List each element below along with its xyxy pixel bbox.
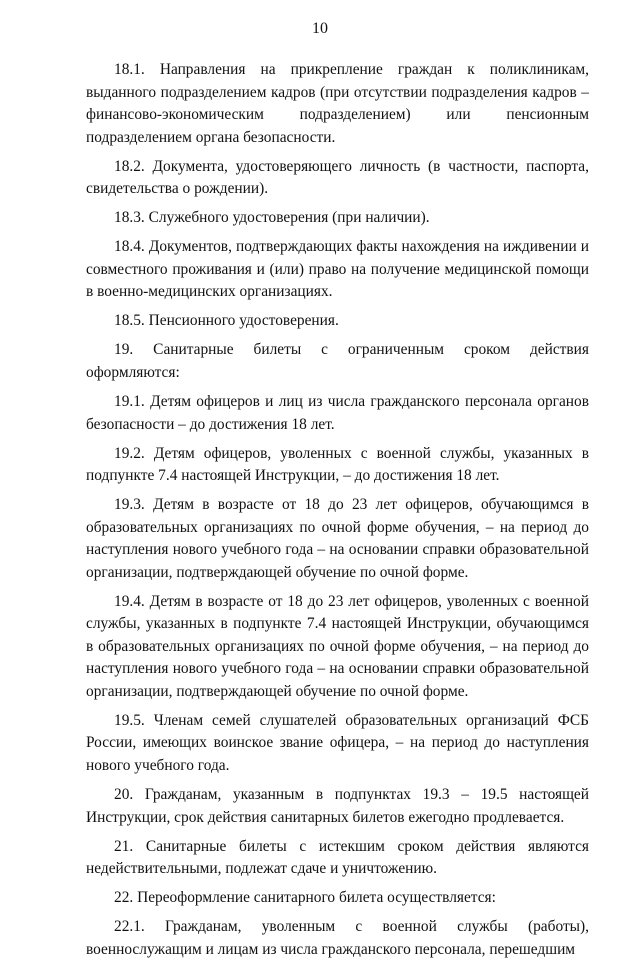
paragraph-22-1: 22.1. Гражданам, уволенным с военной службы (работы), военнослужащим и лицам из числа гражданского персонала, перешедшим xyxy=(86,918,589,958)
paragraph-18-4: 18.4. Документов, подтверждающих факты нахождения на иждивении и совместного проживания и (или) право на получение медицинской помощи в военно-медицинских организациях. xyxy=(86,238,589,301)
paragraph-19: 19. Санитарные билеты с ограниченным сроком действия оформляются: xyxy=(86,341,589,381)
paragraph-21: 21. Санитарные билеты с истекшим сроком действия являются недействительными, подлежат сдаче и уничтожению. xyxy=(86,837,589,878)
paragraph-18-5: 18.5. Пенсионного удостоверения. xyxy=(114,312,339,330)
paragraph-18-2: 18.2. Документа, удостоверяющего личность (в частности, паспорта, свидетельства о рождении). xyxy=(86,157,589,198)
document-body xyxy=(86,59,589,968)
page-number: 10 xyxy=(312,20,328,37)
paragraph-19-4: 19.4. Детям в возрасте от 18 до 23 лет офицеров, уволенных с военной службы, указанных в подпункте 7.4 настоящей Инструкции, обучающимся в образовательных организациях по очной форме обучения, – на период до наступления нового учебного года – на основании справки образовательной организации, подтверждающей обучение по очной форме. xyxy=(86,592,589,700)
paragraph-20: 20. Гражданам, указанным в подпунктах 19.3 – 19.5 настоящей Инструкции, срок действия санитарных билетов ежегодно продлевается. xyxy=(86,786,589,826)
paragraph-19-5: 19.5. Членам семей слушателей образовательных организаций ФСБ России, имеющих воинское звание офицера, – на период до наступления нового учебного года. xyxy=(86,711,589,774)
paragraph-19-1: 19.1. Детям офицеров и лиц из числа гражданского персонала органов безопасности – до достижения 18 лет. xyxy=(86,393,589,433)
paragraph-19-2: 19.2. Детям офицеров, уволенных с военной службы, указанных в подпункте 7.4 настоящей Инструкции, – до достижения 18 лет. xyxy=(86,444,589,485)
paragraph-18-1: 18.1. Направления на прикрепление граждан к поликлиникам, выданного подразделением кадров (при отсутствии подразделения кадров – финансово-экономическим подразделением) или пенсионным подразделением органа безопасности. xyxy=(86,61,589,146)
paragraph-18-3: 18.3. Служебного удостоверения (при наличии). xyxy=(114,209,430,227)
paragraph-22: 22. Переоформление санитарного билета осуществляется: xyxy=(114,889,496,907)
paragraph-19-3: 19.3. Детям в возрасте от 18 до 23 лет офицеров, обучающимся в образовательных организациях по очной форме обучения, – на период до наступления нового учебного года – на основании справки образовательной организации, подтверждающей обучение по очной форме. xyxy=(86,496,589,581)
